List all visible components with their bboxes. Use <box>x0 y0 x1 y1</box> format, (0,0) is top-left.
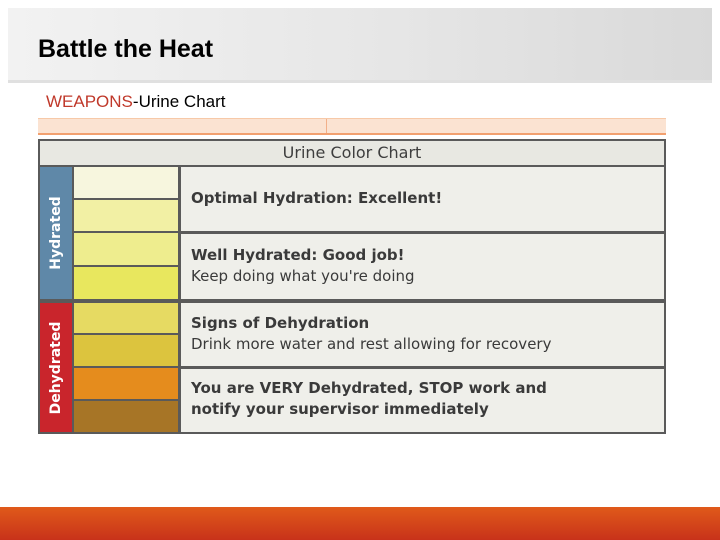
slide-subtitle <box>46 92 226 112</box>
subtitle-rest: -Urine Chart <box>132 92 226 111</box>
title-bar <box>8 8 712 83</box>
row-line-1: Well Hydrated: Good job! <box>191 246 405 264</box>
color-swatch-3 <box>74 233 178 265</box>
row-line-1: Optimal Hydration: Excellent! <box>191 189 443 207</box>
hydrated-label: Hydrated <box>48 196 64 270</box>
color-swatch-7 <box>74 368 178 399</box>
dehydrated-band <box>40 303 72 432</box>
row-signs-of-dehydration <box>181 303 664 366</box>
slide-title: Battle the Heat <box>38 35 214 63</box>
color-swatch-2 <box>74 200 178 231</box>
color-swatch-1 <box>74 167 178 198</box>
row-optimal-hydration <box>181 167 664 231</box>
decorative-strip <box>38 118 666 135</box>
color-swatch-8 <box>74 401 178 432</box>
row-very-dehydrated <box>181 369 664 432</box>
strip-divider <box>326 119 327 133</box>
chart-header: Urine Color Chart <box>40 141 664 165</box>
color-swatch-6 <box>74 335 178 366</box>
subtitle-accent: WEAPONS <box>46 92 133 111</box>
color-swatch-4 <box>74 267 178 299</box>
row-line-1: Signs of Dehydration <box>191 314 370 332</box>
dehydrated-label: Dehydrated <box>48 321 64 414</box>
row-well-hydrated <box>181 234 664 299</box>
row-line-2: Drink more water and rest allowing for recovery <box>191 335 552 353</box>
hydrated-band <box>40 167 72 299</box>
urine-color-chart <box>38 139 666 434</box>
row-line-1: You are VERY Dehydrated, STOP work and <box>191 379 547 397</box>
bottom-accent-bar <box>0 507 720 540</box>
row-line-2: notify your supervisor immediately <box>191 400 489 418</box>
color-swatch-5 <box>74 303 178 333</box>
row-line-2: Keep doing what you're doing <box>191 267 415 285</box>
